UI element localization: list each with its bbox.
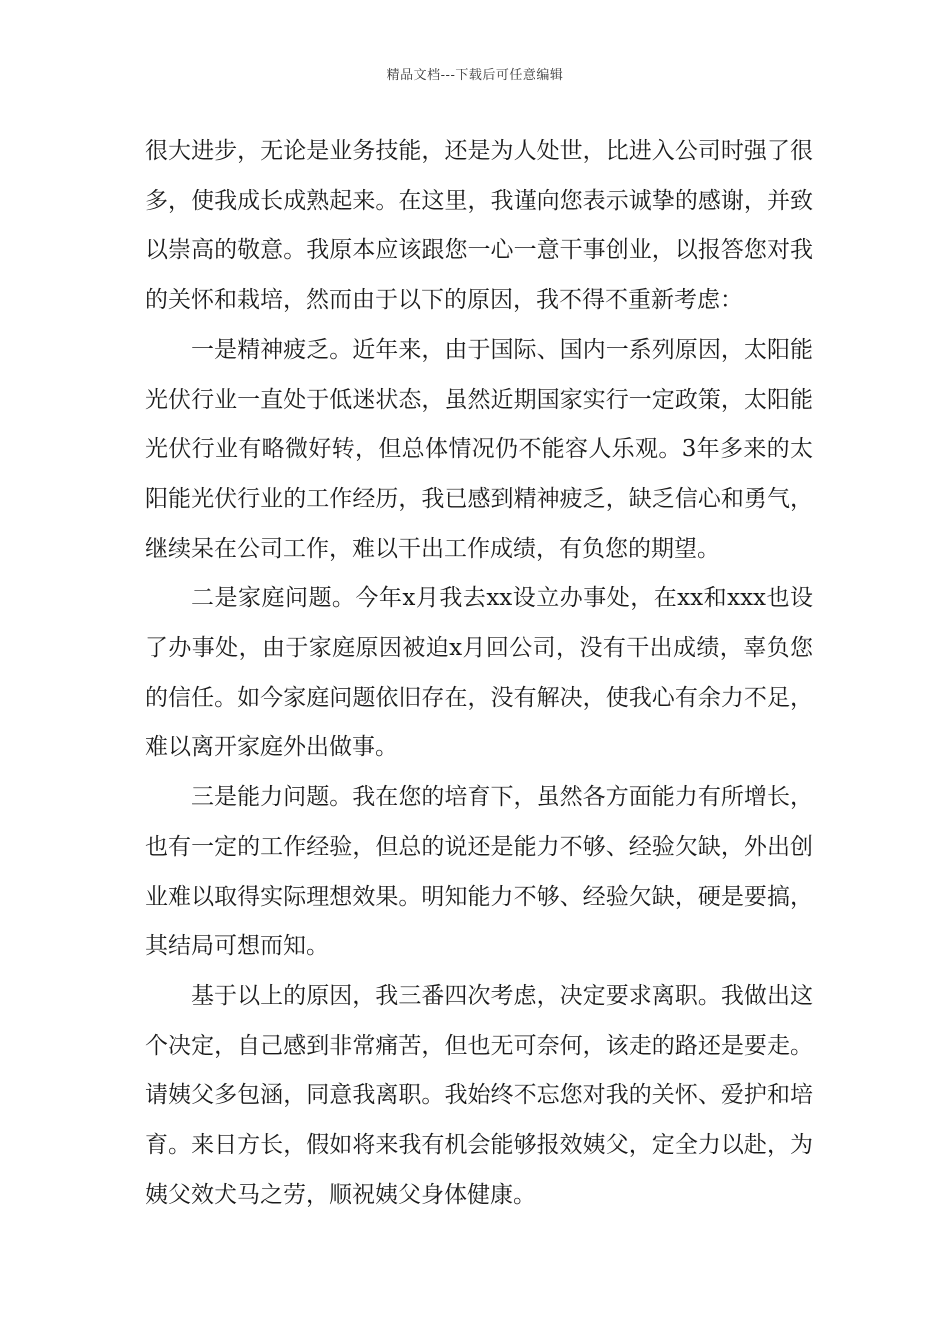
paragraph-reason-family: 二是家庭问题。今年x月我去xx设立办事处，在xx和xxx也设了办事处，由于家庭原因被迫x月回公司，没有干出成绩，辜负您的信任。如今家庭问题依旧存在，没有解决，使我心有余力不足，难以离开家庭外出做事。	[145, 585, 813, 761]
paragraph-reason-fatigue: 一是精神疲乏。近年来，由于国际、国内一系列原因，太阳能光伏行业一直处于低迷状态，虽然近期国家实行一定政策，太阳能光伏行业有略微好转，但总体情况仍不能容人乐观。3年多来的太阳能光伏行业的工作经历，我已感到精神疲乏，缺乏信心和勇气，继续呆在公司工作，难以干出工作成绩，有负您的期望。	[145, 336, 813, 562]
page-header: 精品文档---下载后可任意编辑	[386, 68, 564, 83]
paragraph-reason-ability: 三是能力问题。我在您的培育下，虽然各方面能力有所增长，也有一定的工作经验，但总的说还是能力不够、经验欠缺，外出创业难以取得实际理想效果。明知能力不够、经验欠缺，硬是要搞，其结局可想而知。	[145, 784, 813, 960]
letter-body	[145, 127, 813, 1220]
paragraph-intro: 很大进步，无论是业务技能，还是为人处世，比进入公司时强了很多，使我成长成熟起来。在这里，我谨向您表示诚挚的感谢，并致以崇高的敬意。我原本应该跟您一心一意干事创业，以报答您对我的关怀和栽培，然而由于以下的原因，我不得不重新考虑：	[145, 138, 813, 314]
paragraph-conclusion: 基于以上的原因，我三番四次考虑，决定要求离职。我做出这个决定，自己感到非常痛苦，但也无可奈何，该走的路还是要走。请姨父多包涵，同意我离职。我始终不忘您对我的关怀、爱护和培育。来日方长，假如将来我有机会能够报效姨父，定全力以赴，为姨父效犬马之劳，顺祝姨父身体健康。	[145, 982, 813, 1208]
